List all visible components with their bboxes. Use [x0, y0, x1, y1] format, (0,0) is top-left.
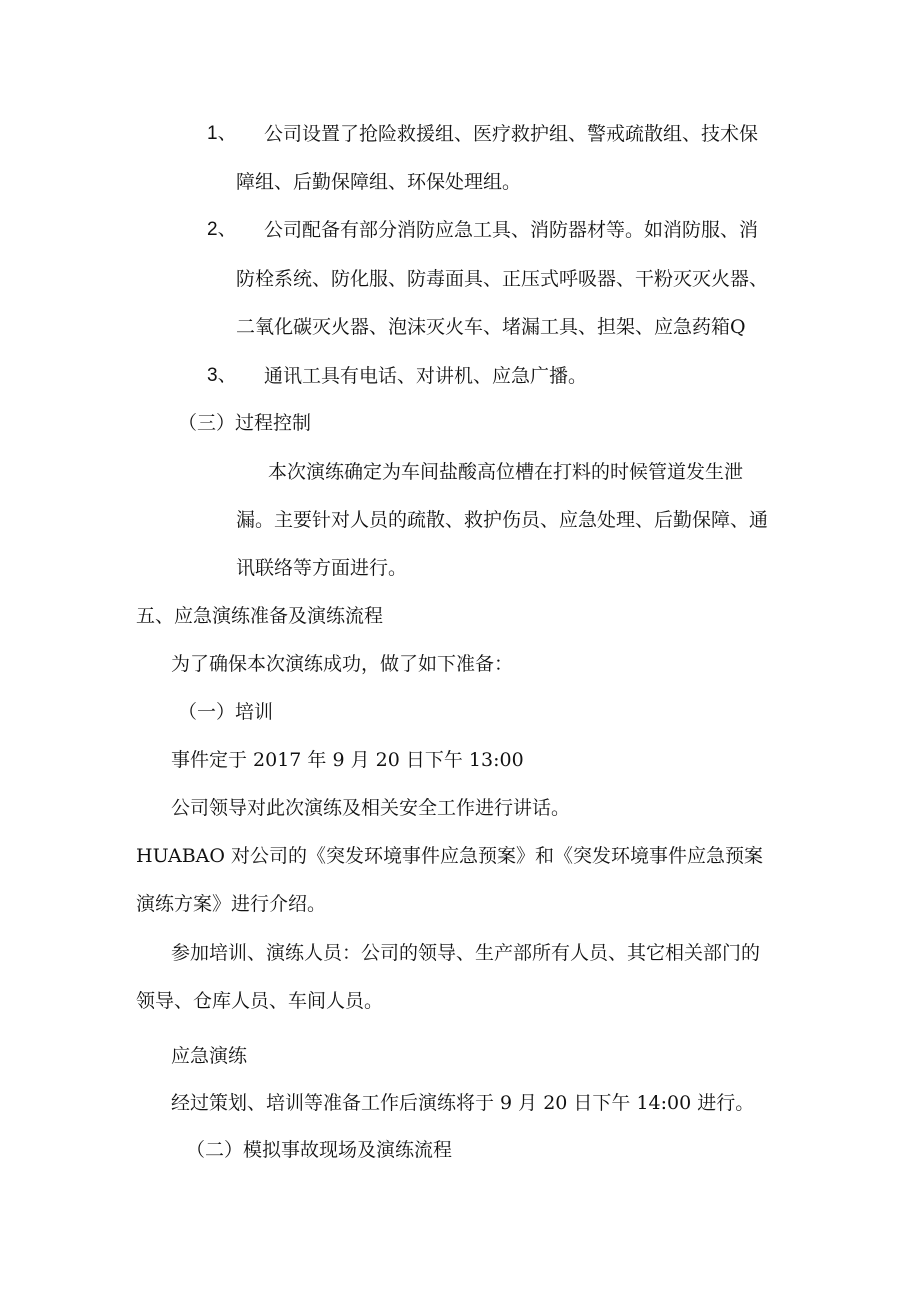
drill-heading: 应急演练: [171, 1045, 248, 1067]
event-time: 事件定于 2017 年 9 月 20 日下午 13:00: [171, 749, 524, 771]
leader-speech: 公司领导对此次演练及相关安全工作进行讲话。: [171, 797, 571, 819]
scene-heading: （二）模拟事故现场及演练流程: [186, 1139, 453, 1161]
list-item-2-line-3: 二氧化碳灭火器、泡沫灭火车、堵漏工具、担架、应急药箱Q: [236, 316, 746, 338]
process-heading: （三）过程控制: [178, 412, 312, 434]
list-number-3: 3、: [207, 365, 237, 386]
training-heading: （一）培训: [178, 701, 274, 723]
list-item-1-line-2: 障组、后勤保障组、环保处理组。: [236, 171, 522, 193]
participants-line-1: 参加培训、演练人员：公司的领导、生产部所有人员、其它相关部门的: [171, 942, 761, 964]
participants-line-2: 领导、仓库人员、车间人员。: [136, 990, 384, 1012]
list-item-2-line-1: 公司配备有部分消防应急工具、消防器材等。如消防服、消: [264, 219, 759, 241]
list-number-2: 2、: [207, 219, 237, 240]
list-number-1: 1、: [207, 123, 237, 144]
list-item-3-line-1: 通讯工具有电话、对讲机、应急广播。: [264, 365, 588, 387]
plan-intro-line-1: HUABAO 对公司的《突发环境事件应急预案》和《突发环境事件应急预案: [136, 845, 764, 867]
section-5-heading: 五、应急演练准备及演练流程: [136, 605, 384, 627]
process-line-3: 讯联络等方面进行。: [236, 557, 408, 579]
process-line-1: 本次演练确定为车间盐酸高位槽在打料的时候管道发生泄: [268, 461, 744, 483]
list-item-2-line-2: 防栓系统、防化服、防毒面具、正压式呼吸器、干粉灭灭火器、: [236, 268, 769, 290]
drill-time: 经过策划、培训等准备工作后演练将于 9 月 20 日下午 14:00 进行。: [171, 1092, 755, 1114]
plan-intro-line-2: 演练方案》进行介绍。: [136, 893, 327, 915]
section-5-intro: 为了确保本次演练成功，做了如下准备：: [171, 653, 514, 675]
process-line-2: 漏。主要针对人员的疏散、救护伤员、应急处理、后勤保障、通: [236, 509, 769, 531]
list-item-1-line-1: 公司设置了抢险救援组、医疗救护组、警戒疏散组、技术保: [264, 123, 759, 145]
